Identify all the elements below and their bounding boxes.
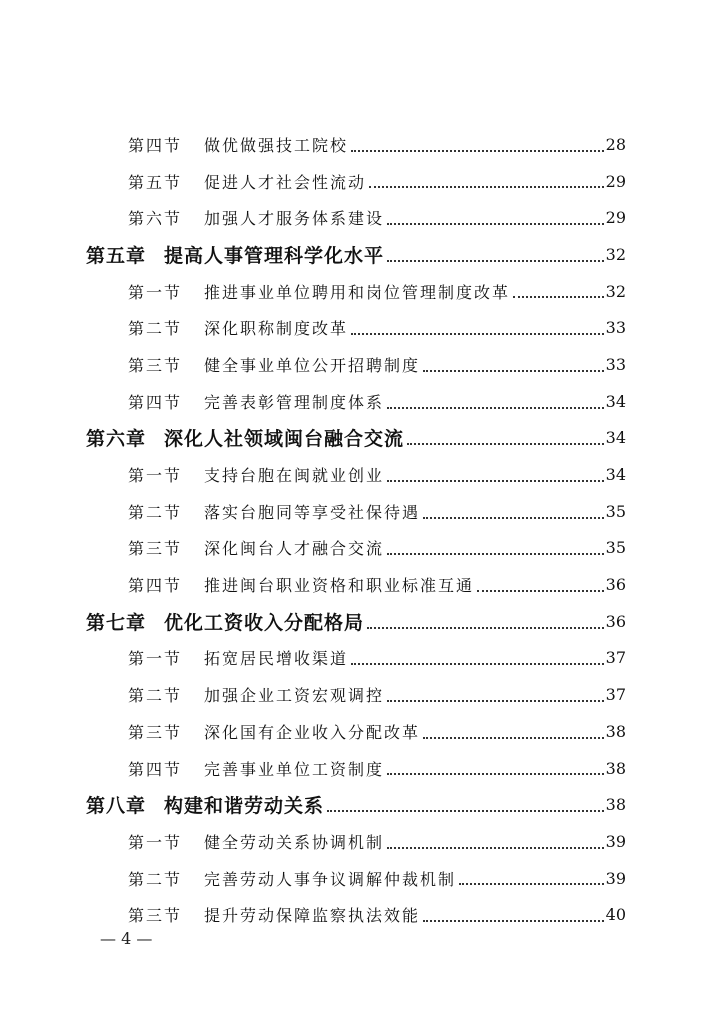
toc-page-number: 40 (605, 905, 626, 925)
toc-page-number: 35 (605, 501, 626, 521)
dot-leader (459, 883, 604, 885)
dot-leader (423, 737, 604, 739)
toc-section-entry[interactable] (0, 346, 724, 383)
toc-page-number: 35 (605, 538, 626, 558)
toc-page-number: 38 (605, 795, 626, 815)
dot-leader (387, 700, 604, 702)
chapter-title: 深化人社领域闽台融合交流 (164, 428, 405, 451)
dot-leader (387, 553, 604, 555)
toc-section-entry[interactable] (0, 163, 724, 200)
toc-section-entry[interactable] (0, 309, 724, 346)
toc-page-number: 34 (605, 428, 626, 448)
toc-section-entry[interactable] (0, 456, 724, 493)
section-title: 深化职称制度改革 (204, 319, 349, 339)
toc-page-number: 33 (605, 354, 626, 374)
toc-page-number: 32 (605, 244, 626, 264)
toc-section-entry[interactable] (0, 383, 724, 420)
section-label: 第五节 (128, 172, 183, 192)
section-label: 第六节 (128, 209, 183, 229)
dot-leader (387, 260, 604, 262)
section-title: 提升劳动保障监察执法效能 (204, 906, 421, 926)
toc-page-number: 38 (605, 758, 626, 778)
section-title: 落实台胞同等享受社保待遇 (204, 502, 421, 522)
toc-page-number: 37 (605, 685, 626, 705)
section-label: 第二节 (128, 319, 183, 339)
toc-page-number: 36 (605, 611, 626, 631)
toc-section-entry[interactable] (0, 640, 724, 677)
dot-leader (351, 333, 604, 335)
page-number: — 4 — (100, 929, 153, 948)
section-title: 深化国有企业收入分配改革 (204, 722, 421, 742)
toc-section-entry[interactable] (0, 126, 724, 163)
section-label: 第三节 (128, 355, 183, 375)
chapter-label: 第七章 (86, 611, 147, 634)
chapter-label: 第六章 (86, 428, 147, 451)
dot-leader (423, 517, 604, 519)
dot-leader (423, 920, 604, 922)
dot-leader (351, 150, 604, 152)
toc-page-number: 29 (605, 208, 626, 228)
section-label: 第二节 (128, 869, 183, 889)
section-title: 健全劳动关系协调机制 (204, 832, 385, 852)
section-label: 第一节 (128, 649, 183, 669)
section-title: 支持台胞在闽就业创业 (204, 466, 385, 486)
dot-leader (477, 590, 604, 592)
dot-leader (387, 480, 604, 482)
dot-leader (407, 443, 604, 445)
toc-page-number: 28 (605, 134, 626, 154)
section-label: 第三节 (128, 539, 183, 559)
section-label: 第二节 (128, 502, 183, 522)
section-title: 加强人才服务体系建设 (204, 209, 385, 229)
toc-section-entry[interactable] (0, 199, 724, 236)
chapter-title: 提高人事管理科学化水平 (164, 244, 385, 267)
chapter-label: 第八章 (86, 795, 147, 818)
toc-chapter-entry[interactable] (0, 420, 724, 457)
toc-page-number: 33 (605, 318, 626, 338)
section-title: 推进闽台职业资格和职业标准互通 (204, 576, 475, 596)
section-title: 完善事业单位工资制度 (204, 759, 385, 779)
dot-leader (387, 847, 604, 849)
chapter-title: 构建和谐劳动关系 (164, 795, 325, 818)
toc-page-number: 37 (605, 648, 626, 668)
toc-chapter-entry[interactable] (0, 236, 724, 273)
section-label: 第四节 (128, 135, 183, 155)
toc-section-entry[interactable] (0, 860, 724, 897)
toc-page-number: 34 (605, 391, 626, 411)
toc-section-entry[interactable] (0, 713, 724, 750)
section-label: 第四节 (128, 576, 183, 596)
section-title: 促进人才社会性流动 (204, 172, 367, 192)
section-label: 第四节 (128, 759, 183, 779)
toc-chapter-entry[interactable] (0, 603, 724, 640)
section-label: 第三节 (128, 722, 183, 742)
toc-page-number: 39 (605, 831, 626, 851)
toc-section-entry[interactable] (0, 530, 724, 567)
toc-section-entry[interactable] (0, 750, 724, 787)
section-title: 推进事业单位聘用和岗位管理制度改革 (204, 282, 511, 302)
section-title: 深化闽台人才融合交流 (204, 539, 385, 559)
dot-leader (387, 773, 604, 775)
section-label: 第四节 (128, 392, 183, 412)
table-of-contents (0, 126, 724, 933)
section-title: 健全事业单位公开招聘制度 (204, 355, 421, 375)
section-title: 拓宽居民增收渠道 (204, 649, 349, 669)
dot-leader (387, 407, 604, 409)
section-label: 第一节 (128, 466, 183, 486)
dot-leader (423, 370, 604, 372)
section-title: 完善表彰管理制度体系 (204, 392, 385, 412)
dot-leader (369, 186, 604, 188)
dot-leader (351, 663, 604, 665)
toc-page-number: 34 (605, 465, 626, 485)
toc-section-entry[interactable] (0, 566, 724, 603)
toc-section-entry[interactable] (0, 896, 724, 933)
section-label: 第一节 (128, 282, 183, 302)
toc-chapter-entry[interactable] (0, 786, 724, 823)
section-title: 完善劳动人事争议调解仲裁机制 (204, 869, 457, 889)
dot-leader (513, 296, 604, 298)
toc-section-entry[interactable] (0, 493, 724, 530)
toc-page-number: 39 (605, 868, 626, 888)
dot-leader (387, 223, 604, 225)
chapter-label: 第五章 (86, 244, 147, 267)
toc-page-number: 36 (605, 575, 626, 595)
toc-section-entry[interactable] (0, 676, 724, 713)
toc-page-number: 32 (605, 281, 626, 301)
section-title: 做优做强技工院校 (204, 135, 349, 155)
section-label: 第一节 (128, 832, 183, 852)
section-label: 第二节 (128, 686, 183, 706)
dot-leader (327, 810, 604, 812)
section-label: 第三节 (128, 906, 183, 926)
toc-section-entry[interactable] (0, 273, 724, 310)
toc-page-number: 38 (605, 721, 626, 741)
toc-page-number: 29 (605, 171, 626, 191)
toc-section-entry[interactable] (0, 823, 724, 860)
chapter-title: 优化工资收入分配格局 (164, 611, 365, 634)
section-title: 加强企业工资宏观调控 (204, 686, 385, 706)
dot-leader (367, 627, 604, 629)
